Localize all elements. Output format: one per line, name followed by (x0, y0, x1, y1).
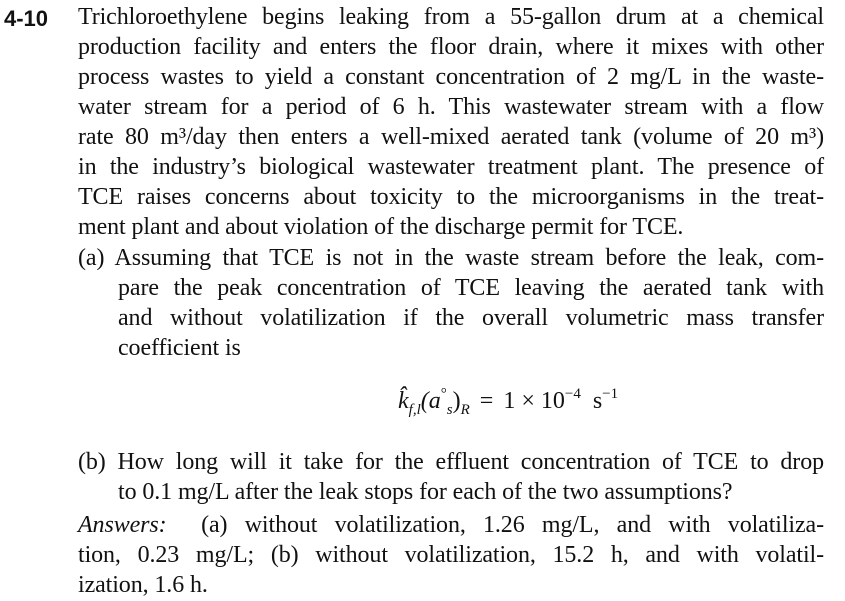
part-a-line-4: coefficient is (118, 335, 241, 361)
intro-line-4: water stream for a period of 6 h. This wastewater stream with a flow (78, 94, 824, 120)
answers-text-1: (a) without volatilization, 1.26 mg/L, and with volatiliza- (201, 512, 824, 538)
answers-line-2: tion, 0.23 mg/L; (b) without volatilization, 15.2 h, and with volatil- (78, 542, 824, 568)
intro-line-5: rate 80 m³/day then enters a well-mixed aerated tank (volume of 20 m³) (78, 124, 824, 150)
problem-number: 4-10 (4, 6, 49, 31)
answers-label: Answers: (78, 512, 167, 538)
equation-r-subscript: R (460, 402, 470, 418)
answers-line-3: ization, 1.6 h. (78, 572, 208, 598)
equation-exponent: −4 (564, 386, 581, 402)
intro-line-3: process wastes to yield a constant concentration of 2 mg/L in the waste- (78, 64, 824, 90)
equation-k-symbol: k̂ (398, 388, 409, 414)
part-a-line-1: (a) Assuming that TCE is not in the waste stream before the leak, com- (78, 245, 824, 271)
intro-line-7: TCE raises concerns about toxicity to the microorganisms in the treat- (78, 184, 824, 210)
intro-line-2: production facility and enters the floor drain, where it mixes with other (78, 34, 824, 60)
equation-a-symbol: (a (420, 388, 441, 414)
equation-a-subscript: s (446, 402, 453, 418)
intro-line-1: Trichloroethylene begins leaking from a 55-gallon drum at a chemical (78, 4, 824, 30)
part-a-line-2: pare the peak concentration of TCE leaving the aerated tank with (118, 275, 824, 301)
part-b-line-1: (b) How long will it take for the effluent concentration of TCE to drop (78, 449, 824, 475)
equation-unit-exponent: −1 (602, 386, 619, 402)
part-b-line-2: to 0.1 mg/L after the leak stops for each of the two assumptions? (118, 479, 733, 505)
equation-k-subscript: f,l (408, 402, 421, 418)
equation-a-superscript: ° (440, 386, 447, 402)
intro-line-6: in the industry’s biological wastewater treatment plant. The presence of (78, 154, 824, 180)
mass-transfer-equation (398, 386, 618, 419)
equation-equals: = (479, 388, 494, 414)
equation-unit: s (592, 388, 603, 414)
equation-value: 1 × 10 (503, 388, 565, 414)
answers-line-1 (78, 510, 824, 540)
part-a-line-3: and without volatilization if the overall volumetric mass transfer (118, 305, 824, 331)
equation-paren-close: ) (452, 388, 461, 414)
intro-line-8: ment plant and about violation of the discharge permit for TCE. (78, 214, 684, 240)
